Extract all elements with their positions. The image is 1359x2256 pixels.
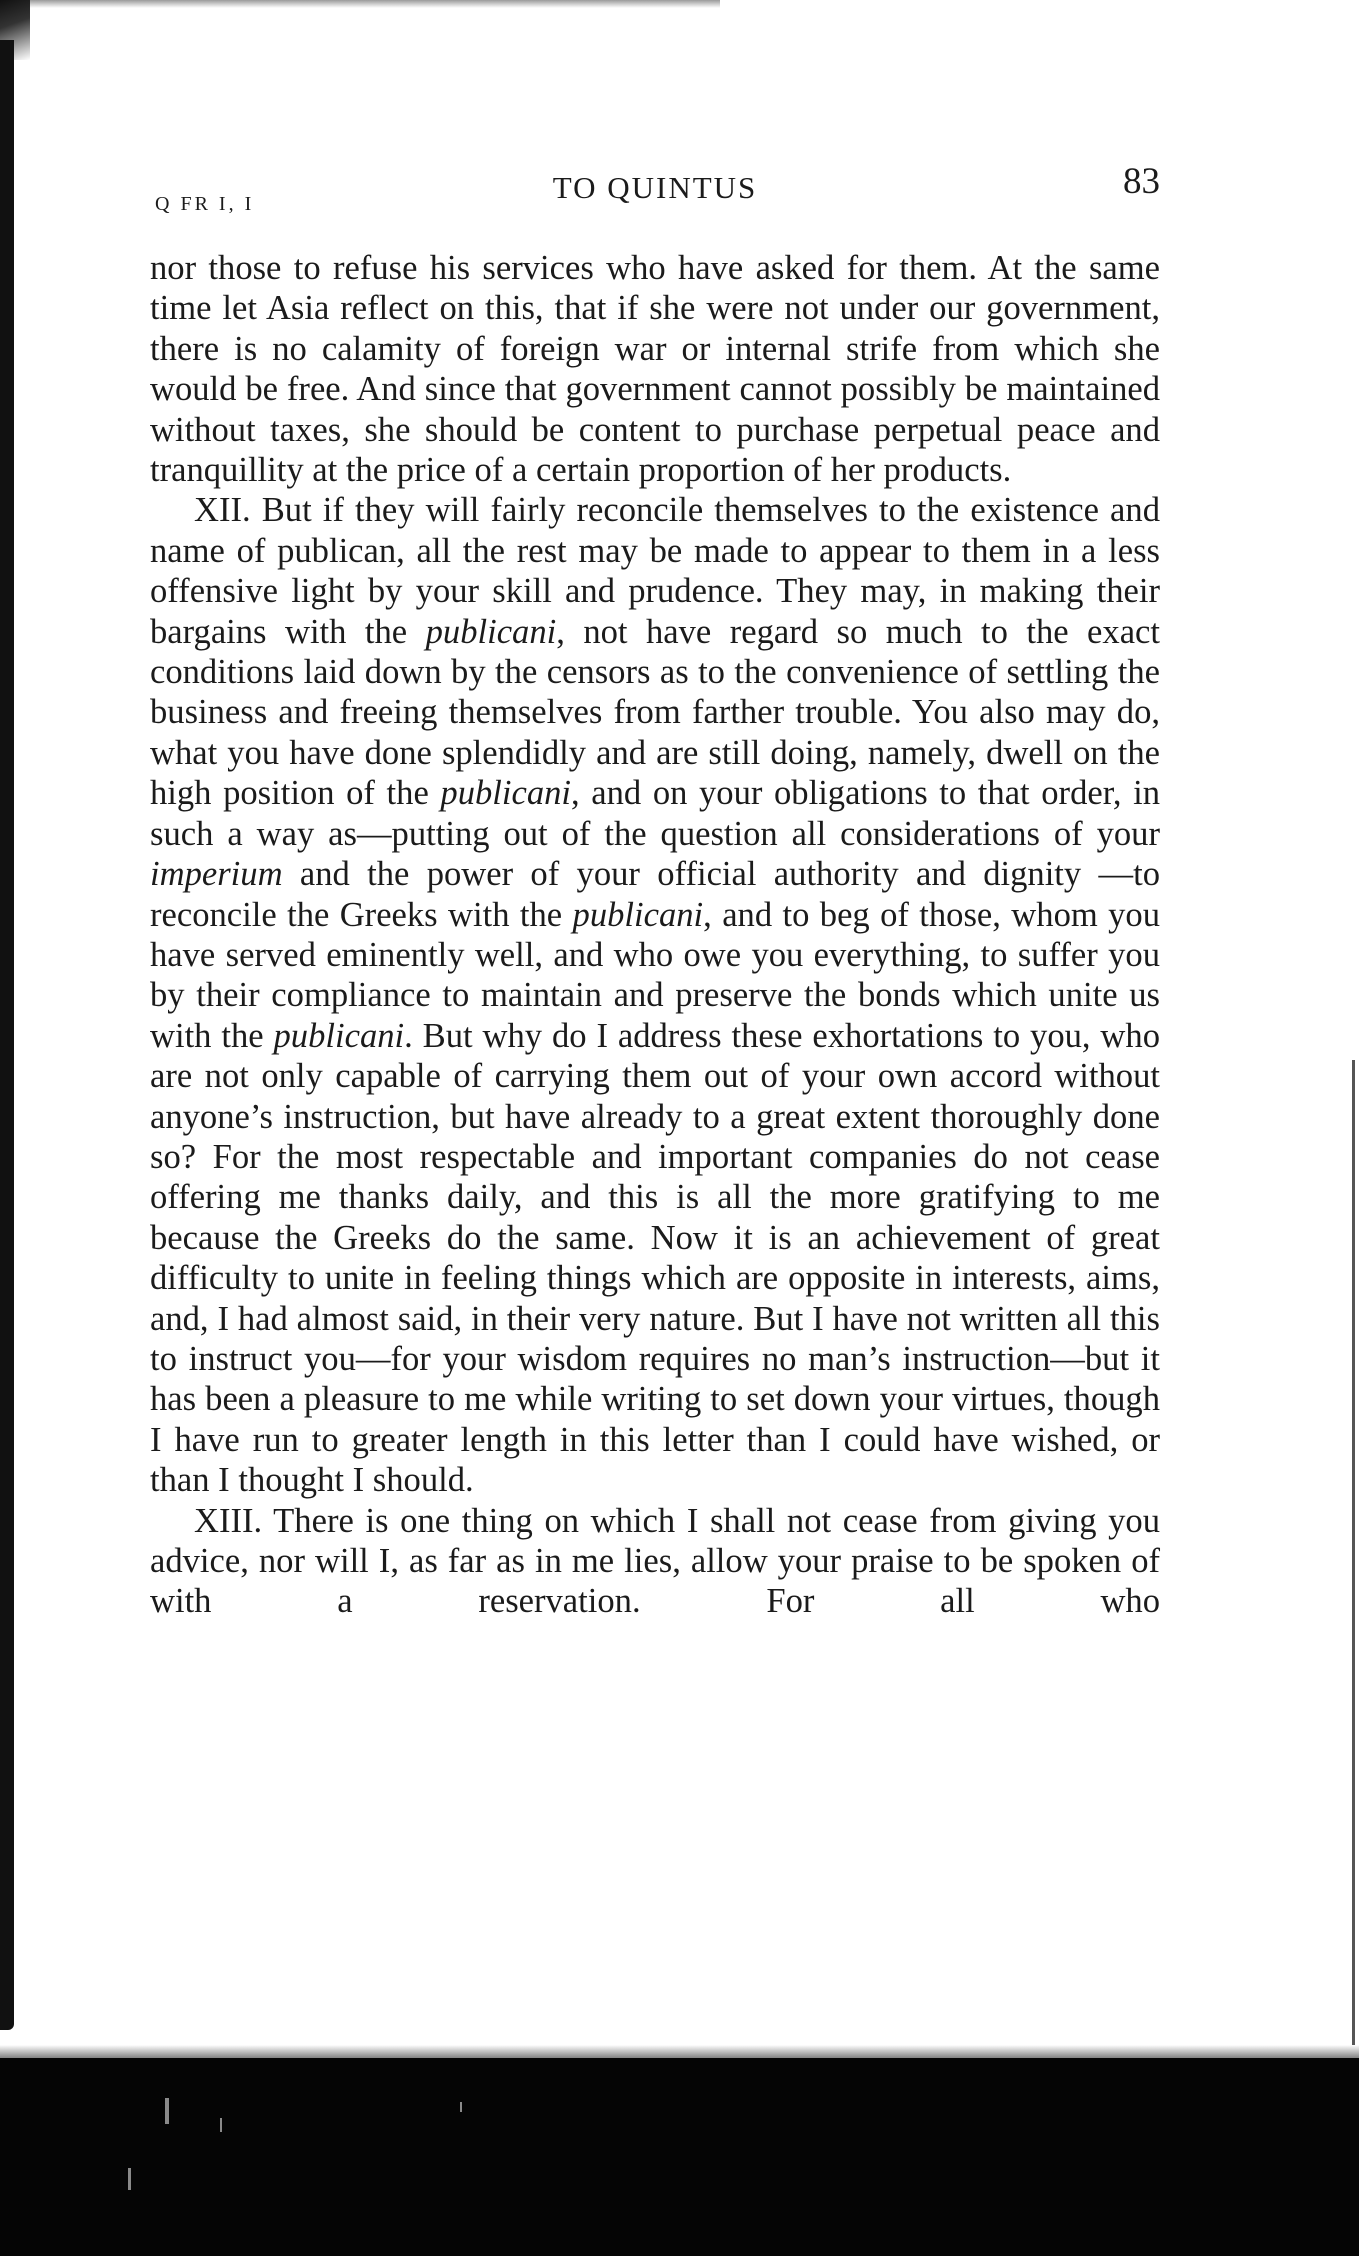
latin-term: publicani [440,774,572,813]
scan-speck [460,2102,462,2112]
latin-term: publicani [425,612,557,651]
latin-term: publicani [572,895,704,934]
paragraph-xiii: XIII. There is one thing on which I shall not cease from giving you advice, nor will I, as far as in me lies, allow your praise to be spoken of with a reservation. For all who [150,1501,1160,1621]
scan-edge-bottom [0,2058,1359,2256]
book-page [150,160,1160,1622]
scan-speck [165,2098,169,2124]
scan-speck [220,2118,222,2132]
body-text [150,248,1160,1622]
page-number: 83 [1123,161,1160,202]
latin-term: imperium [150,855,283,894]
scan-edge-top [0,0,720,8]
running-head [150,160,1160,215]
scan-edge-left [0,40,14,2030]
running-head-reference: Q FR I, I [155,193,255,215]
scan-speck [128,2168,131,2190]
latin-term: publicani [273,1016,405,1055]
paragraph-xii: XII. But if they will fairly reconcile themselves to the existence and name of publican, all the rest may be made to appear to them in a less offensive light by your skill and prudence. They may, in making their bargains with the publicani, not have regard so much to the exact conditions laid down by the censors as to the convenience of settling the business and freeing themselves from farther trouble. You also may do, what you have done splendidly and are still doing, namely, dwell on the high position of the publicani, and on your obligations to that order, in such a way as—putting out of the question all considerations of your imperium and the power of your official authority and dignity —to reconcile the Greeks with the publicani, and to beg of those, whom you have served eminently well, and who owe you everything, to suffer you by their compliance to maintain and preserve the bonds which unite us with the publicani. But why do I address these exhortations to you, who are not only capable of carrying them out of your own accord without anyone’s instruction, but have already to a great extent thoroughly done so? For the most respectable and important companies do not cease offering me thanks daily, and this is all the more gratifying to me because the Greeks do the same. Now it is an achievement of great difficulty to unite in feeling things which are opposite in interests, aims, and, I had almost said, in their very nature. But I have not written all this to instruct you—for your wisdom requires no man’s instruction—but it has been a pleasure to me while writing to set down your virtues, though I have run to greater length in this letter than I could have wished, or than I thought I should. [150,491,1161,1500]
paragraph-1: nor those to refuse his services who have asked for them. At the same time let Asia reflect on this, that if she were not under our government, there is no calamity of foreign war or internal strife from which she would be free. And since that government cannot possibly be maintained without taxes, she should be content to purchase perpetual peace and tranquillity at the price of a certain proportion of her products. [150,249,1160,490]
scan-edge-right [1352,1060,1355,2060]
running-head-title: TO QUINTUS [552,170,758,205]
